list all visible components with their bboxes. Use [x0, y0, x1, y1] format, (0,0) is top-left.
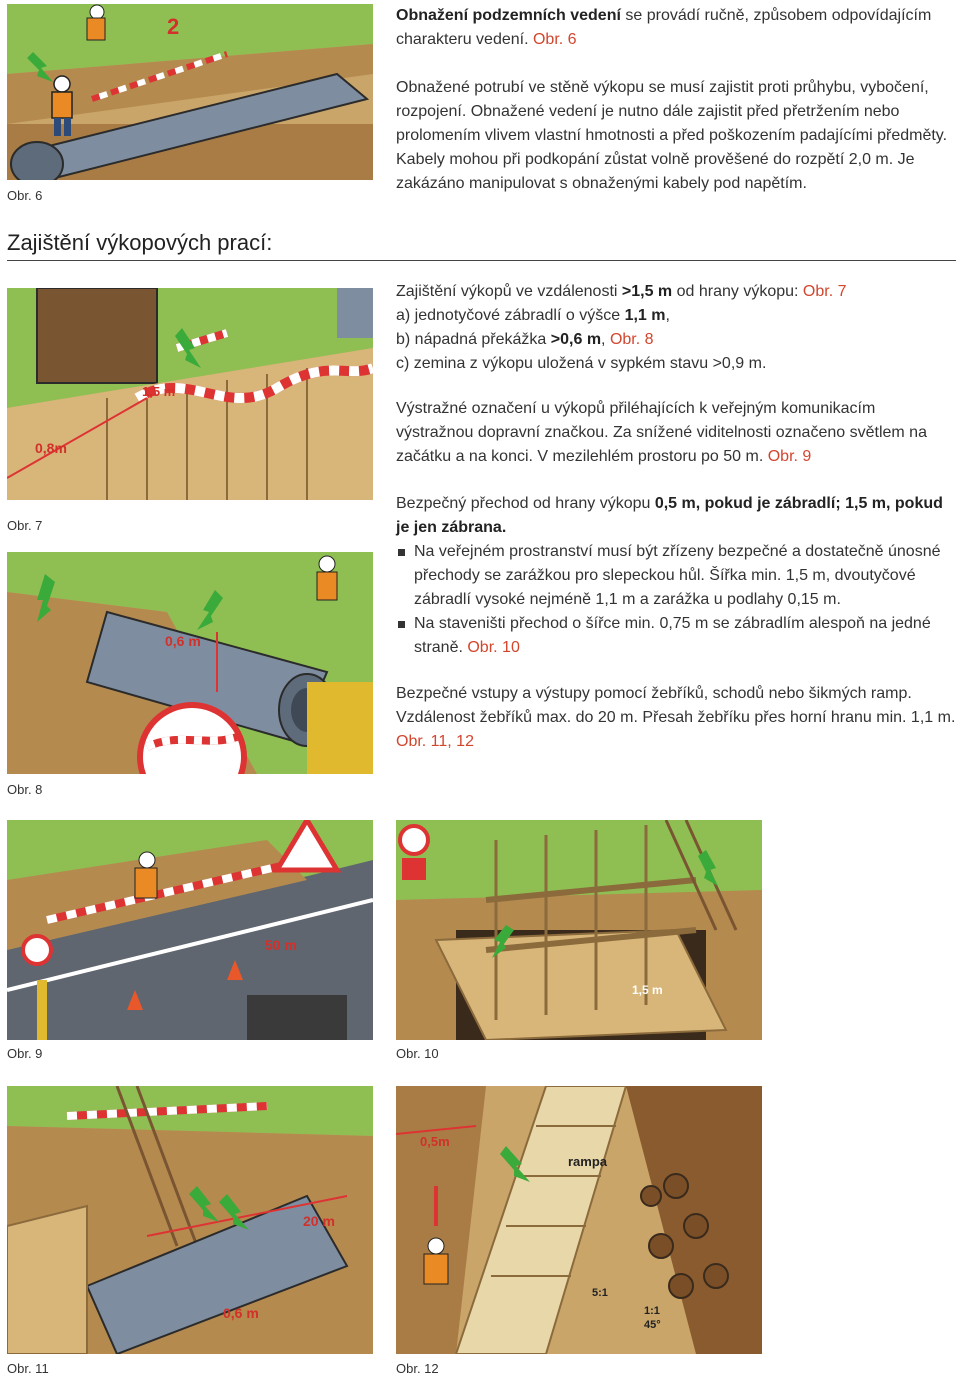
ref-obr11-12[interactable]: Obr. 11, 12	[396, 733, 474, 750]
figure-obr9	[7, 820, 373, 1040]
b1-l3-c: ,	[601, 331, 610, 348]
fig12-label-a: 0,5m	[420, 1134, 450, 1149]
crossing-list	[396, 540, 956, 660]
heading-divider	[7, 260, 956, 261]
ref-obr6[interactable]: Obr. 6	[532, 31, 577, 48]
section-exposed-utilities	[396, 4, 956, 196]
b4-text: Bezpečné vstupy a výstupy pomocí žebříků, schodů nebo šikmých ramp. Vzdálenost žebříků max. do 20 m. Přesah žebříku přes horní hranu min. 1,1 m.	[396, 685, 956, 726]
paragraph-ladders	[396, 682, 956, 754]
fig9-label: 50 m	[265, 937, 297, 953]
fig11-label-b: 0,6 m	[223, 1305, 259, 1321]
ref-obr7[interactable]: Obr. 7	[802, 283, 847, 300]
fig7-label-a: 1,5 m	[142, 384, 176, 399]
caption-obr12: Obr. 12	[396, 1361, 439, 1376]
fig12-label-e: 45°	[644, 1319, 661, 1331]
figure-obr8	[7, 552, 373, 774]
fig6-label: 2	[167, 14, 180, 39]
caption-obr7: Obr. 7	[7, 518, 43, 533]
b1-l3-a: b) nápadná překážka	[396, 331, 551, 348]
section-excavation-safety	[396, 280, 956, 376]
fig7-label-b: 0,8m	[35, 440, 67, 456]
ref-obr8[interactable]: Obr. 8	[609, 331, 654, 348]
caption-obr10: Obr. 10	[396, 1046, 439, 1061]
b1-l2-c: ,	[665, 307, 670, 324]
figure-obr11	[7, 1086, 373, 1354]
paragraph-warning-signs	[396, 397, 956, 469]
b1-l2-b: 1,1 m	[624, 307, 666, 324]
b1-l1-a: Zajištění výkopů ve vzdálenosti	[396, 283, 622, 300]
figure-obr6	[7, 4, 373, 180]
fig12-label-c: 5:1	[592, 1287, 608, 1299]
caption-obr8: Obr. 8	[7, 782, 43, 797]
list-item: Na veřejném prostranství musí být zřízeny bezpečné a dostatečně únosné přechody se zarážkou pro slepeckou hůl. Šířka min. 1,5 m, dvoutyčové zábradlí vysoké nejméně 1,1 m a zarážka u podlahy 0,15 m.	[396, 540, 956, 612]
caption-obr11: Obr. 11	[7, 1361, 49, 1376]
fig8-label: 0,6 m	[165, 633, 201, 649]
b3-a: Bezpečný přechod od hrany výkopu	[396, 495, 655, 512]
p2-text: Obnažené potrubí ve stěně výkopu se musí zajistit proti průhybu, vybočení, rozpojení. Obnažené vedení je nutno dále zajistit před přetržením nebo prolomením vlivem vlastní hmotnosti a před poškozením padajícími předměty. Kabely mohou při podkopání zůstat volně prověšené do rozpětí 2,0 m. Je zakázáno manipulovat s obnaženými kabely pod napětím.	[396, 79, 948, 192]
ref-obr9[interactable]: Obr. 9	[767, 448, 812, 465]
fig10-label: 1,5 m	[632, 983, 663, 997]
caption-obr6: Obr. 6	[7, 188, 43, 203]
p1-bold: Obnažení podzemních vedení	[396, 7, 621, 24]
b1-l4: c) zemina z výkopu uložená v sypkém stavu >0,9 m.	[396, 355, 767, 372]
b1-l1-b: >1,5 m	[621, 283, 673, 300]
figure-obr7	[7, 288, 373, 500]
b3-li2-a: Na staveništi přechod o šířce min. 0,75 m se zábradlím alespoň na jedné straně.	[414, 615, 931, 656]
fig12-label-d: 1:1	[644, 1305, 660, 1317]
ref-obr10[interactable]: Obr. 10	[467, 639, 520, 656]
fig11-label-a: 20 m	[303, 1213, 335, 1229]
b2-text: Výstražné označení u výkopů přiléhajících k veřejným komunikacím výstražnou dopravní značkou. Za snížené viditelnosti označeno světlem na začátku a na konci. V mezilehlém prostoru po 50 m.	[396, 400, 927, 465]
section-heading: Zajištění výkopových prací:	[7, 230, 273, 255]
b1-l3-b: >0,6 m	[550, 331, 602, 348]
figure-obr10	[396, 820, 762, 1040]
b3-b: 0,5 m, pokud je zábradlí; 1,5 m, pokud je jen zábrana.	[396, 495, 943, 536]
list-item	[396, 612, 956, 660]
figure-obr12	[396, 1086, 762, 1354]
b1-l2-a: a) jednotyčové zábradlí o výšce	[396, 307, 625, 324]
caption-obr9: Obr. 9	[7, 1046, 43, 1061]
fig12-label-b: rampa	[568, 1154, 608, 1169]
p1-text: se provádí ručně, způsobem odpovídajícím charakteru vedení.	[396, 7, 932, 48]
b1-l1-c: od hrany výkopu:	[672, 283, 803, 300]
paragraph-safe-crossing	[396, 492, 956, 660]
